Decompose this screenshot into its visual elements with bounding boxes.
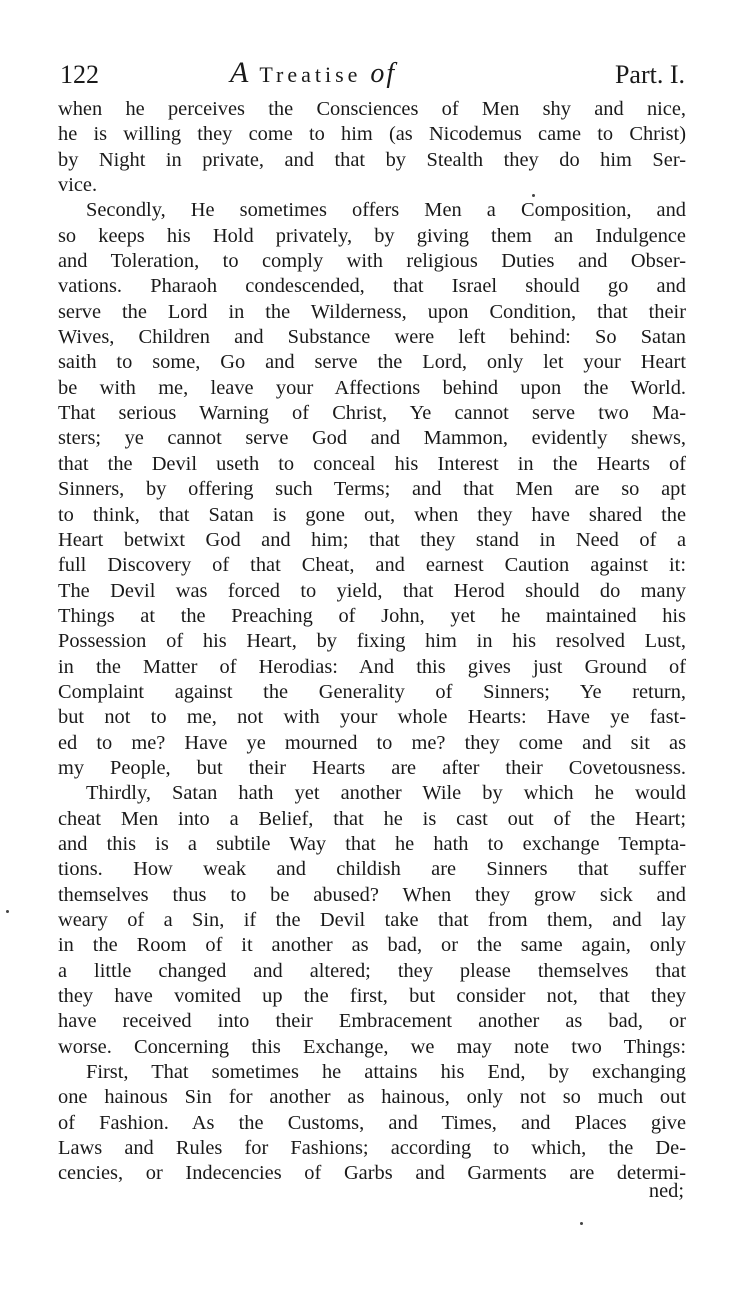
text-line: That serious Warning of Christ, Ye cannot serve two Ma-: [58, 402, 686, 425]
text-line: that the Devil useth to conceal his Interest in the Hearts of: [58, 452, 686, 475]
text-line: saith to some, Go and serve the Lord, only let your Heart: [58, 351, 686, 374]
text-line: First, That sometimes he attains his End, by exchanging: [86, 1061, 686, 1084]
text-line: vice.: [58, 174, 98, 197]
text-line: my People, but their Hearts are after their Covetousness.: [58, 756, 686, 779]
running-title-article: A: [230, 56, 251, 89]
text-line: cheat Men into a Belief, that he is cast out of the Heart;: [58, 807, 686, 830]
text-line: Laws and Rules for Fashions; according to which, the De-: [58, 1137, 686, 1160]
text-line: a little changed and altered; they please themselves that: [58, 959, 686, 982]
text-line: Wives, Children and Substance were left behind: So Satan: [58, 326, 686, 349]
text-line: one hainous Sin for another as hainous, only not so much out: [58, 1086, 686, 1109]
text-line: Things at the Preaching of John, yet he maintained his: [58, 604, 686, 627]
text-line: weary of a Sin, if the Devil take that from them, and lay: [58, 909, 686, 931]
text-line: ed to me? Have ye mourned to me? they come and sit as: [58, 731, 686, 754]
text-line: vations. Pharaoh condescended, that Israel should go and: [58, 275, 686, 298]
paper-speck: [532, 194, 535, 197]
running-title: [230, 56, 396, 90]
text-line: they have vomited up the first, but consider not, that they: [58, 985, 686, 1008]
text-line: in the Matter of Herodias: And this gives just Ground of: [58, 655, 686, 678]
text-line: themselves thus to be abused? When they grow sick and: [58, 883, 686, 906]
text-line: sters; ye cannot serve God and Mammon, evidently shews,: [58, 427, 686, 450]
text-line: Heart betwixt God and him; that they stand in Need of a: [58, 528, 686, 551]
page-header: [60, 56, 685, 100]
text-line: Possession of his Heart, by fixing him in his resolved Lust,: [58, 630, 686, 653]
text-line: tions. How weak and childish are Sinners that suffer: [58, 858, 686, 881]
running-title-of: of: [370, 58, 397, 89]
text-line: but not to me, not with your whole Hearts: Have ye fast-: [58, 706, 686, 729]
text-line: cencies, or Indecencies of Garbs and Garments are determi-: [58, 1162, 686, 1185]
paper-speck: [580, 1222, 583, 1225]
part-label: Part. I.: [614, 60, 685, 89]
text-line: worse. Concerning this Exchange, we may note two Things:: [58, 1035, 686, 1058]
text-line: when he perceives the Consciences of Men shy and nice,: [58, 98, 686, 120]
text-line: so keeps his Hold privately, by giving them an Indulgence: [58, 224, 686, 247]
page-number: 122: [60, 60, 99, 89]
text-line: by Night in private, and that by Stealth they do him Ser-: [58, 148, 686, 171]
text-line: The Devil was forced to yield, that Herod should do many: [58, 579, 686, 602]
paper-speck: [6, 910, 9, 913]
text-line: Complaint against the Generality of Sinners; Ye return,: [58, 680, 686, 703]
catchword: ned;: [648, 1180, 684, 1202]
running-title-word: Treatise: [259, 62, 362, 87]
page-body-text: [58, 97, 686, 1187]
text-line: have received into their Embracement another as bad, or: [58, 1010, 686, 1033]
text-line: to think, that Satan is gone out, when they have shared the: [58, 503, 686, 526]
text-line: he is willing they come to him (as Nicodemus came to Christ): [58, 123, 686, 146]
text-line: of Fashion. As the Customs, and Times, and Places give: [58, 1111, 686, 1134]
text-line: be with me, leave your Affections behind upon the World.: [58, 376, 686, 399]
text-line: and this is a subtile Way that he hath to exchange Tempta-: [58, 832, 686, 855]
text-line: full Discovery of that Cheat, and earnest Caution against it:: [58, 554, 686, 577]
text-line: Thirdly, Satan hath yet another Wile by which he would: [86, 782, 686, 805]
text-line: in the Room of it another as bad, or the same again, only: [58, 934, 686, 957]
text-line: serve the Lord in the Wilderness, upon Condition, that their: [58, 300, 686, 323]
text-line: Secondly, He sometimes offers Men a Composition, and: [86, 199, 686, 222]
text-line: and Toleration, to comply with religious Duties and Obser-: [58, 250, 686, 273]
text-line: Sinners, by offering such Terms; and that Men are so apt: [58, 478, 686, 501]
